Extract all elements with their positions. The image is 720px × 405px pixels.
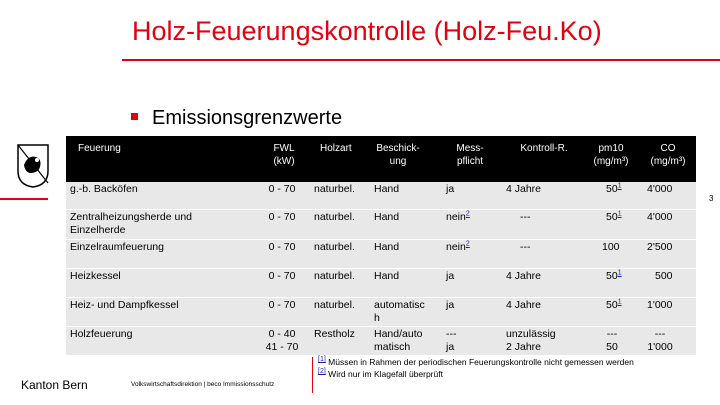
cell-kontroll: 4 Jahre [506,183,542,195]
cell-beschickung: Hand [374,270,400,282]
cell-holzart: naturbel. [314,270,355,282]
cell-pm10: $50^1$ [606,298,622,311]
cell-feuerung: Holzfeuerung [70,328,133,340]
header-messpflicht: Mess- pflicht [456,143,484,167]
header-kontroll: Kontroll-R. [520,143,568,154]
footnote-ref[interactable]: 2 [465,240,470,248]
table-row [66,182,696,210]
cell-fwl: 0 - 40 41 - 70 [265,328,299,353]
cell-beschickung: Hand [374,211,400,223]
cell-co: --- 1'000 [647,328,673,353]
table-row [66,240,696,269]
cell-fwl: 0 - 70 [268,241,296,253]
footnote-ref[interactable]: 2 [465,210,470,218]
cell-holzart: Restholz [314,328,355,340]
cell-pm10: $50^1$ [606,182,622,195]
bullet-icon [131,113,138,120]
bullet-heading [131,107,342,130]
cell-holzart: naturbel. [314,299,355,311]
bern-crest-icon [16,143,50,189]
cell-feuerung: Einzelraumfeuerung [70,241,164,253]
cell-kontroll: 4 Jahre [506,270,542,282]
cell-fwl: 0 - 70 [268,183,296,195]
cell-fwl: 0 - 70 [268,211,296,223]
cell-feuerung: Zentralheizungsherde und Einzelherde [70,211,193,236]
cell-co: 500 [655,270,673,282]
cell-kontroll: unzulässig 2 Jahre [506,328,556,353]
cell-holzart: naturbel. [314,183,355,195]
emission-table [66,136,696,356]
table-row [66,269,696,298]
cell-kontroll: --- [520,241,531,253]
header-holzart: Holzart [320,143,352,154]
bullet-text: Emissionsgrenzwerte [152,107,343,129]
footer-department: Volkswirtschaftsdirektion | beco Immissionsschutz [131,381,275,388]
cell-messpflicht: ja [446,183,455,195]
footnotes [318,356,634,380]
cell-fwl: 0 - 70 [268,299,296,311]
header-beschickung: Beschick- ung [376,143,420,167]
cell-pm10: 100 [602,241,620,253]
cell-messpflicht: nein$^2$ [446,210,470,223]
cell-pm10: $50^1$ [606,269,622,282]
cell-beschickung: Hand [374,241,400,253]
cell-kontroll: 4 Jahre [506,299,542,311]
cell-co: 2'500 [647,241,673,253]
table-header [66,136,696,182]
header-pm10: pm10 (mg/m³) [593,143,629,167]
cell-beschickung: Hand/auto matisch [374,328,423,353]
footnote-2: [2] Wird nur im Klagefall überprüft [318,368,443,379]
table-row [66,298,696,327]
cell-messpflicht: ja [446,299,455,311]
cell-co: 1'000 [647,299,673,311]
cell-messpflicht: nein$^2$ [446,240,470,253]
cell-messpflicht: --- ja [446,328,457,353]
cell-kontroll: --- [520,211,531,223]
footnote-ref[interactable]: 1 [617,298,622,306]
footnote-ref[interactable]: 1 [617,269,622,277]
header-feuerung: Feuerung [78,143,121,154]
cell-feuerung: g.-b. Backöfen [70,183,138,195]
cell-fwl: 0 - 70 [268,270,296,282]
cell-feuerung: Heiz- und Dampfkessel [70,299,179,311]
footnote-1: [1] Müssen in Rahmen der periodischen Feuerungskontrolle nicht gemessen werden [318,356,634,367]
side-rule [0,198,48,200]
cell-pm10: $50^1$ [606,210,622,223]
cell-holzart: naturbel. [314,241,355,253]
cell-feuerung: Heizkessel [70,270,121,282]
table-row [66,327,696,356]
table-row [66,210,696,240]
header-co: CO (mg/m³) [650,143,686,167]
cell-messpflicht: ja [446,270,455,282]
cell-co: 4'000 [647,183,673,195]
footer-org: Kanton Bern [21,378,88,392]
cell-beschickung: automatisc h [374,299,425,324]
footnote-ref[interactable]: 1 [617,182,622,190]
page-title: Holz-Feuerungskontrolle (Holz-Feu.Ko) [132,16,602,46]
header-fwl: FWL (kW) [273,143,295,167]
footnote-divider [312,357,313,393]
cell-holzart: naturbel. [314,211,355,223]
footnote-ref[interactable]: 1 [617,210,622,218]
cell-beschickung: Hand [374,183,400,195]
title-underline [122,59,720,61]
cell-co: 4'000 [647,211,673,223]
cell-pm10: --- 50 [606,328,618,353]
page-number: 3 [709,194,714,203]
